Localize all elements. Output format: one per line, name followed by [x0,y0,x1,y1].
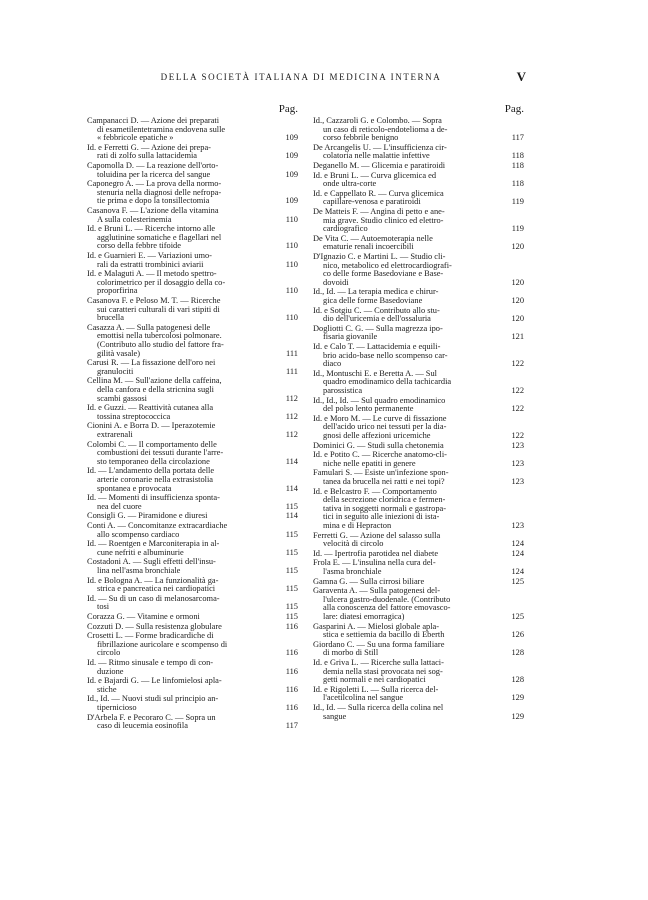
index-entry [313,587,524,621]
entry-author-line: Carusi R. — La fissazione dell'oro nei [87,359,216,368]
index-entry [313,288,524,305]
entry-author-line: Id. — L'andamento della portata delle [87,467,215,476]
entry-page-number: 115 [285,602,298,612]
entry-title-line: parossistica [323,386,363,395]
entry-author-line: Id. e Malaguti A. — Il metodo spettro- [87,270,217,279]
entry-author-line: D'Arbela F. e Pecoraro C. — Sopra un [87,713,216,722]
entry-author-line: Id., Montuschi E. e Beretta A. — Sul [313,369,437,378]
index-entry [87,595,298,612]
index-entry [313,208,524,234]
entry-title-line: agglutinine somatiche e flagellari nel [97,233,222,242]
entry-page-number: 129 [511,693,524,703]
entry-title-line: proporfirina [97,287,138,296]
entry-page-number: 122 [511,430,524,440]
entry-author-line: Id. e Bruni L. — Ricerche intorno alle [87,225,216,234]
entry-title-line: tipernicioso [97,703,137,712]
entry-page-number: 124 [511,548,524,558]
entry-page-number: 110 [285,214,298,224]
index-entry [313,343,524,369]
index-entry [87,714,298,731]
index-entry [313,172,524,189]
entry-title-line: getti normali e nei cardiopatici [323,676,426,685]
index-entry [313,370,524,396]
entry-author-line: Ferretti G. — Azione del salasso sulla [313,531,441,540]
entry-page-number: 122 [511,359,524,369]
entry-title-line: demia nella stasi provocata nei sog- [323,667,443,676]
entry-title-line: l'asma bronchiale [323,567,382,576]
index-entry [87,522,298,539]
entry-title-line: granulociti [97,367,134,376]
entry-page-number: 128 [511,675,524,685]
entry-page-number: 124 [511,539,524,549]
entry-author-line: Conti A. — Concomitanze extracardiache [87,522,228,530]
entry-author-line: Consigli G. — Piramidone e diuresi [87,512,208,521]
entry-author-line: Casanova F. e Peloso M. T. — Ricerche [87,297,221,305]
entry-page-number: 129 [511,711,524,721]
entry-author-line: Id., Id., Id. — Sul quadro emodinamico [313,396,446,405]
entry-author-line: Id. e Potito C. — Ricerche anatomo-cli- [313,451,447,460]
entry-title-line: stica e settiemia da bacillo di Eberth [323,631,445,640]
entry-author-line: Gamna G. — Sulla cirrosi biliare [313,577,425,586]
entry-author-line: Deganello M. — Glicemia e paratiroidi [313,162,446,170]
entry-author-line: Garaventa A. — Sulla patogenesi del- [313,587,440,596]
entry-page-number: 115 [285,547,298,557]
index-entry [87,677,298,694]
entry-page-number: 119 [511,197,524,207]
entry-title-line: strica e pancreatica nei cardiopatici [97,585,216,594]
entry-page-number: 111 [286,366,298,376]
index-entry [313,325,524,342]
entry-title-line: A sulla colesterinemia [97,215,172,224]
index-entry [313,397,524,414]
entry-title-line: mina e di Hepracton [323,521,392,530]
entry-page-number: 109 [285,133,298,143]
index-entry [313,550,524,559]
entry-page-number: 115 [285,529,298,539]
index-entry [87,359,298,376]
index-entry [87,377,298,403]
entry-title-line: sto temporaneo della circolazione [97,457,210,466]
entry-title-line: « febbricole epatiche » [97,134,174,143]
index-entry [87,162,298,179]
running-header [86,69,556,86]
index-entry [313,144,524,161]
index-entry [87,512,298,521]
entry-page-number: 118 [511,161,524,170]
entry-page-number: 115 [285,584,298,594]
entry-page-number: 117 [511,133,524,143]
entry-author-line: D'Ignazio C. e Martini L. — Studio cli- [313,253,446,261]
entry-page-number: 128 [511,648,524,658]
entry-page-number: 121 [511,332,524,342]
entry-author-line: Id. e Ferretti G. — Azione dei prepa- [87,143,211,152]
entry-author-line: Id., Id. — Sulla ricerca della colina nel [313,704,444,712]
entry-page-number: 118 [511,179,524,189]
entry-page-number: 116 [285,684,298,694]
entry-title-line: tosi [97,603,110,612]
entry-page-number: 125 [511,611,524,621]
entry-page-number: 116 [285,666,298,676]
entry-page-number: 116 [285,621,298,631]
index-entry [313,190,524,207]
entry-page-number: 119 [511,224,524,234]
entry-author-line: Famulari S. — Esiste un'infezione spon- [313,469,449,478]
entry-author-line: Id. e Moro M. — Le curve di fissazione [313,414,447,423]
entry-title-line: quadro emodinamico della tachicardia [323,378,452,387]
page-number: V [516,69,526,84]
entry-title-line: emottisi nella tubercolosi polmonare. [97,332,222,341]
entry-title-line: colatoria nelle malattie infettive [323,152,430,161]
index-entry [87,297,298,323]
entry-title-line: circolo [97,649,121,658]
index-entry [313,686,524,703]
index-entry [87,252,298,269]
entry-title-line: nico, metabolico ed elettrocardiografi- [323,261,452,270]
entry-title-line: brio acido-base nello scompenso car- [323,351,448,360]
index-entry [313,704,524,721]
entry-title-line: di morbo di Still [323,649,379,658]
entry-author-line: Id. e Bruni L. — Curva glicemica ed [313,171,437,180]
index-entry [313,307,524,324]
entry-title-line: fibrillazione auricolare e scompenso di [97,640,228,649]
entry-title-line: rali da estratti trombinici aviarii [97,260,204,269]
entry-title-line: alla conoscenza del fattore emovasco- [323,604,451,613]
page-column-label: Pag. [278,103,298,115]
entry-page-number: 110 [285,259,298,269]
entry-author-line: Id. e Guarnieri E. — Variazioni umo- [87,252,212,260]
entry-page-number: 110 [285,241,298,251]
entry-title-line: lare: diatesi emorragica) [323,612,405,621]
entry-title-line: extrarenali [97,430,133,439]
entry-author-line: Cellina M. — Sull'azione della caffeina, [87,377,222,386]
entry-author-line: Id. e Cappellato R. — Curva glicemica [313,189,444,198]
entry-author-line: Id. e Bologna A. — La funzionalità ga- [87,576,219,585]
index-entry [313,162,524,171]
page-column-label: Pag. [504,103,524,115]
entry-author-line: Id. — Su di un caso di melanosarcoma- [87,594,220,603]
entry-page-number: 109 [285,196,298,206]
entry-page-number: 118 [511,151,524,161]
index-entry [87,324,298,358]
entry-title-line: caso di leucemia eosinofila [97,722,188,731]
entry-author-line: Crosetti L. — Forme bradicardiche di [87,632,214,641]
entry-title-line: del polso lento permanente [323,405,414,414]
entry-title-line: tativa in soggetti normali e gastropa- [323,504,447,513]
entry-title-line: duzione [97,667,124,676]
entry-author-line: Caponegro A. — La prova della normo- [87,180,222,189]
entry-author-line: Id. e Sotgiu C. — Contributo allo stu- [313,306,440,315]
entry-author-line: De Vita C. — Autoemoterapia nelle [313,234,433,243]
entry-title-line: l'acetilcolina nel sangue [323,694,404,703]
entry-author-line: Colombi C. — Il comportamento delle [87,440,217,449]
index-entry [87,180,298,206]
entry-title-line: gilità vasale) [97,349,141,358]
entry-page-number: 110 [285,286,298,296]
index-entry [87,494,298,511]
entry-title-line: della canfora e della stricnina sugli [97,385,214,394]
entry-author-line: Gasparini A. — Mielosi globale apla- [313,622,440,631]
entry-author-line: Costadoni A. — Sugli effetti dell'insu- [87,558,216,567]
entry-page-number: 109 [285,151,298,161]
entry-page-number: 115 [285,565,298,575]
entry-page-number: 111 [286,348,298,358]
index-entry [87,623,298,632]
entry-page-number: 112 [285,411,298,421]
entry-title-line: velocità di circolo [323,540,384,549]
entry-page-number: 109 [285,169,298,179]
entry-author-line: Id. e Belcastro F. — Comportamento [313,487,437,496]
entry-page-number: 123 [511,476,524,486]
entry-author-line: Corazza G. — Vitamine e ormoni [87,613,200,621]
entry-title-line: corso febbrile benigno [323,134,399,143]
index-entry [87,422,298,439]
index-entry [313,623,524,640]
entry-page-number: 114 [285,511,298,521]
index-entry [87,117,298,143]
entry-title-line: onde ultra-corte [323,180,377,189]
entry-page-number: 117 [285,721,298,731]
entry-page-number: 112 [285,429,298,439]
index-entry [87,558,298,575]
entry-author-line: Id., Id. — Nuovi studi sul principio an- [87,695,219,704]
entry-author-line: Id., Id. — La terapia medica e chirur- [313,288,439,297]
entry-title-line: toluidina per la ricerca del sangue [97,170,211,179]
entry-title-line: fisaria giovanile [323,333,378,342]
entry-author-line: Id. e Calo T. — Lattacidemia e equili- [313,343,441,351]
index-entry [313,415,524,441]
entry-page-number: 123 [511,440,524,450]
entry-title-line: combustioni dei tessuti durante l'arre- [97,449,224,458]
entry-title-line: tici in seguito alle iniezioni di ista- [323,513,440,522]
entry-title-line: niche nelle epatiti in genere [323,459,416,468]
index-entry [87,577,298,594]
index-entry [87,540,298,557]
entry-title-line: stenuria nella diagnosi delle nefropa- [97,188,222,197]
index-entry [87,632,298,658]
entry-title-line: gica delle forme Basedoviane [323,296,423,305]
entry-author-line: Dominici G. — Studi sulla chetonemia [313,441,444,450]
entry-title-line: di esametilentetramina endovena sulle [97,125,226,134]
entry-page-number: 122 [511,404,524,414]
entry-title-line: nea del cuore [97,502,142,511]
entry-page-number: 120 [511,314,524,324]
entry-title-line: co delle forme Basedoviane e Base- [323,270,444,279]
entry-page-number: 110 [285,313,298,323]
index-entry [313,659,524,685]
entry-title-line: arterie coronarie nella extrasistolia [97,475,214,484]
entry-title-line: sui caratteri culturali di vari stipiti di [97,305,220,314]
entry-title-line: allo scompenso cardiaco [97,530,180,539]
entry-page-number: 112 [285,393,298,403]
index-entry [313,442,524,451]
entry-title-line: mia grave. Studio clinico ed elettro- [323,216,444,225]
entry-title-line: cune nefriti e albuminurie [97,548,184,557]
entry-author-line: Id. — Roentgen e Marconiterapia in al- [87,540,220,549]
index-entry [87,695,298,712]
entry-title-line: dell'acido urico nei tessuti per la dia- [323,423,447,432]
entry-title-line: tie prima e dopo la tonsillectomia [97,197,210,206]
index-entry [313,451,524,468]
entry-title-line: dio dell'uricemia e dell'ossaluria [323,315,431,324]
entry-page-number: 122 [511,385,524,395]
entry-title-line: spontanea e provocata [97,484,172,493]
entry-page-number: 123 [511,520,524,530]
entry-page-number: 120 [511,295,524,305]
entry-title-line: brucella [97,314,124,323]
index-entry [313,641,524,658]
entry-author-line: Id. — Momenti di insufficienza sponta- [87,494,220,503]
entry-title-line: un caso di reticolo-endotelioma a de- [323,125,448,134]
entry-author-line: Cozzuti D. — Sulla resistenza globulare [87,622,222,631]
entry-page-number: 116 [285,702,298,712]
entry-author-line: Id. e Bajardi G. — Le linfomielosi apla- [87,677,222,686]
index-entry [87,404,298,421]
entry-title-line: lina nell'asma bronchiale [97,566,181,575]
entry-title-line: della secrezione cloridrica e fermen- [323,496,446,505]
entry-page-number: 120 [511,242,524,252]
running-title: DELLA SOCIETÀ ITALIANA DI MEDICINA INTERNA [160,72,442,82]
entry-author-line: Giordano C. — Su una forma familiare [313,640,445,649]
entry-author-line: De Arcangelis U. — L'insufficienza cir- [313,143,447,152]
entry-title-line: l'ulcera gastro-duodenale. (Contributo [323,595,451,604]
index-entry [313,559,524,576]
entry-title-line: colorimetrico per il dosaggio della co- [97,278,226,287]
index-entry [87,441,298,467]
entry-page-number: 114 [285,483,298,493]
entry-title-line: stiche [97,685,117,694]
index-entry [87,467,298,493]
entry-title-line: corso della febbre tifoide [97,242,181,251]
entry-page-number: 116 [285,648,298,658]
entry-title-line: tanea da brucella nei ratti e nei topi? [323,477,445,486]
entry-author-line: Id. e Guzzi. — Reattività cutanea alla [87,404,214,413]
entry-author-line: Id. — Ritmo sinusale e tempo di con- [87,659,214,667]
entry-page-number: 125 [511,576,524,586]
index-entry [313,532,524,549]
entry-title-line: (Contributo allo studio del fattore fra- [97,340,224,349]
entry-author-line: De Matteis F. — Angina di petto e ane- [313,208,445,216]
entry-author-line: Id. — Ipertrofia parotidea nel diabete [313,549,439,558]
entry-title-line: capillare-venosa e paratiroidi [323,198,421,207]
entry-page-number: 114 [285,456,298,466]
index-entry [313,117,524,143]
entry-page-number: 126 [511,630,524,640]
entry-title-line: tossina streptococcica [97,412,171,421]
entry-title-line: scambi gassosi [97,394,148,403]
entry-page-number: 115 [285,612,298,621]
entry-author-line: Frola E. — L'insulina nella cura del- [313,559,436,568]
entry-author-line: Capomolla D. — La reazione dell'orto- [87,162,219,170]
entry-author-line: Id., Cazzaroli G. e Colombo. — Sopra [313,117,442,125]
index-entry [313,253,524,287]
entry-author-line: Id. e Rigoletti L. — Sulla ricerca del- [313,685,439,694]
index-entry [313,578,524,587]
index-entry [87,225,298,251]
entry-author-line: Campanacci D. — Azione dei preparati [87,117,220,125]
entry-author-line: Casazza A. — Sulla patogenesi delle [87,323,211,332]
entry-title-line: diaco [323,360,342,369]
index-entry [87,144,298,161]
entry-author-line: Casanova F. — L'azione della vitamina [87,207,219,215]
entry-author-line: Id. e Griva L. — Ricerche sulla lattaci- [313,659,444,667]
entry-page-number: 124 [511,566,524,576]
entry-title-line: ematurie renali incoercibili [323,243,414,252]
entry-title-line: sangue [323,712,347,721]
entry-title-line: dovoidi [323,278,349,287]
entry-page-number: 120 [511,277,524,287]
index-entry [313,469,524,486]
entry-author-line: Dogliotti C. G. — Sulla magrezza ipo- [313,324,443,333]
entry-author-line: Cionini A. e Borra D. — Iperazotemie [87,422,216,431]
index-entry [87,207,298,224]
entry-page-number: 115 [285,501,298,511]
index-entry [313,488,524,531]
entry-page-number: 123 [511,458,524,468]
entry-title-line: gnosi delle affezioni uricemiche [323,431,431,440]
index-entry [87,659,298,676]
entry-title-line: rati di zolfo sulla lattacidemia [97,152,197,161]
index-entry [313,235,524,252]
index-entry [87,270,298,296]
entry-title-line: cardiografico [323,225,368,234]
index-entry [87,613,298,622]
